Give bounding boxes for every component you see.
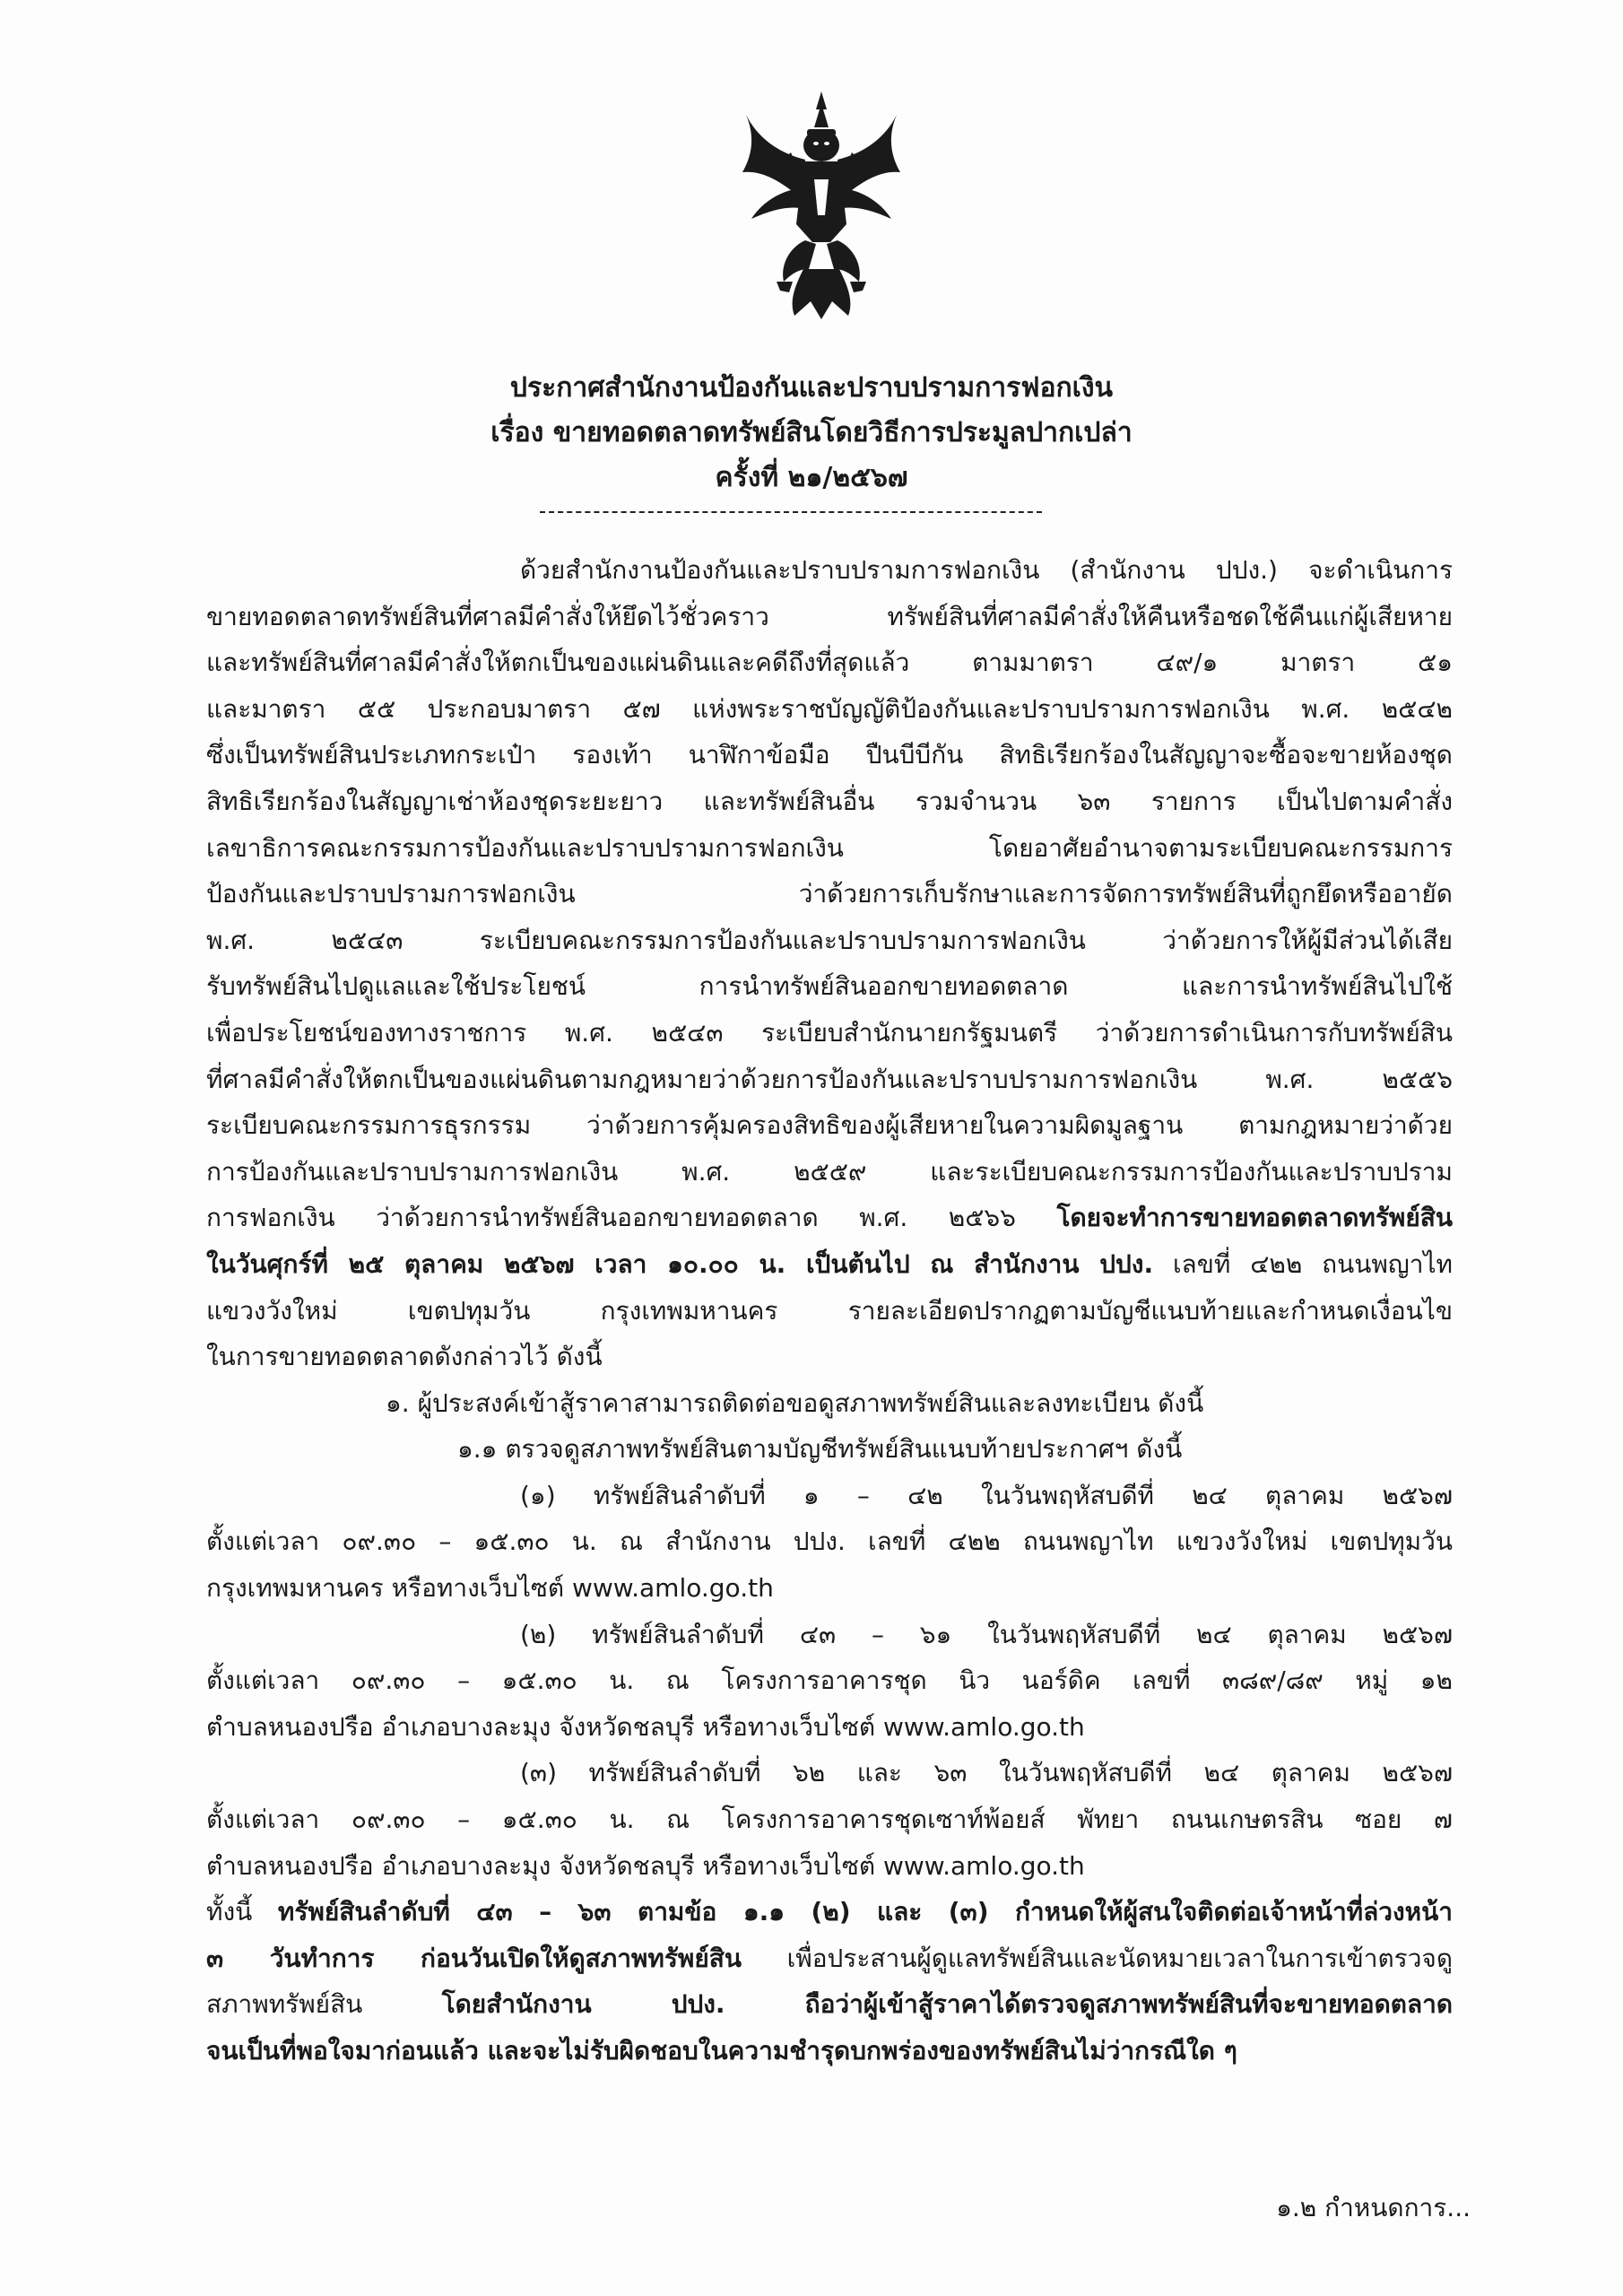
body-line: สิทธิเรียกร้องในสัญญาเช่าห้องชุดระยะยาว และทรัพย์สินอื่น รวมจำนวน ๖๓ รายการ เป็นไปตามคำสั่ง bbox=[206, 786, 1453, 816]
body-line: การป้องกันและปราบปรามการฟอกเงิน พ.ศ. ๒๕๕๙ และระเบียบคณะกรรมการป้องกันและปราบปราม bbox=[206, 1156, 1453, 1187]
sub-item-3-line: ตั้งแต่เวลา ๐๙.๓๐ – ๑๕.๓๐ น. ณ โครงการอาคารชุดเซาท์พ้อยส์ พัทยา ถนนเกษตรสิน ซอย ๗ bbox=[206, 1805, 1453, 1835]
sub-item-2-line: ตำบลหนองปรือ อำเภอบางละมุง จังหวัดชลบุรี หรือทางเว็บไซต์ www.amlo.go.th bbox=[206, 1711, 1085, 1742]
body-line: และมาตรา ๕๕ ประกอบมาตรา ๕๗ แห่งพระราชบัญญัติป้องกันและปราบปรามการฟอกเงิน พ.ศ. ๒๕๔๒ bbox=[206, 693, 1453, 724]
sub-item-1: (๑) ทรัพย์สินลำดับที่ ๑ – ๔๒ ในวันพฤหัสบดีที่ ๒๔ ตุลาคม ๒๕๖๗ bbox=[520, 1480, 1453, 1510]
note-line bbox=[206, 1981, 1453, 2028]
item-1-heading: ๑. ผู้ประสงค์เข้าสู้ราคาสามารถติดต่อขอดูสภาพทรัพย์สินและลงทะเบียน ดังนี้ bbox=[386, 1387, 1204, 1418]
announcement-body bbox=[206, 547, 1453, 2074]
body-text-span: ทั้งนี้ bbox=[206, 1897, 278, 1927]
body-line: ขายทอดตลาดทรัพย์สินที่ศาลมีคำสั่งให้ยึดไว้ชั่วคราว ทรัพย์สินที่ศาลมีคำสั่งให้คืนหรือชดใช้คืนแก่ผู้เสียหาย bbox=[206, 601, 1453, 631]
body-text-span: การฟอกเงิน ว่าด้วยการนำทรัพย์สินออกขายทอดตลาด พ.ศ. ๒๕๖๖ bbox=[206, 1203, 1057, 1233]
sub-item-2-line: ตั้งแต่เวลา ๐๙.๓๐ – ๑๕.๓๐ น. ณ โครงการอาคารชุด นิว นอร์ดิค เลขที่ ๓๘๙/๘๙ หมู่ ๑๒ bbox=[206, 1665, 1453, 1696]
note-emphasis: โดยสำนักงาน ปปง. ถือว่าผู้เข้าสู้ราคาได้ตรวจดูสภาพทรัพย์สินที่จะขายทอดตลาด bbox=[441, 1989, 1453, 2020]
body-line: ซึ่งเป็นทรัพย์สินประเภทกระเป๋า รองเท้า นาฬิกาข้อมือ ปืนบีบีกัน สิทธิเรียกร้องในสัญญาจะซื้อจะขายห้องชุด bbox=[206, 740, 1453, 770]
auction-date-emphasis: ในวันศุกร์ที่ ๒๕ ตุลาคม ๒๕๖๗ เวลา ๑๐.๐๐ น. เป็นต้นไป ณ สำนักงาน ปปง. bbox=[206, 1248, 1154, 1279]
sub-item-1-line: กรุงเทพมหานคร หรือทางเว็บไซต์ www.amlo.go.th bbox=[206, 1573, 774, 1604]
sub-item-1-line: ตั้งแต่เวลา ๐๙.๓๐ – ๑๕.๓๐ น. ณ สำนักงาน ปปง. เลขที่ ๔๒๒ ถนนพญาไท แขวงวังใหม่ เขตปทุมวัน bbox=[206, 1526, 1453, 1557]
garuda-emblem-icon bbox=[741, 90, 902, 323]
sub-item-3-line: ตำบลหนองปรือ อำเภอบางละมุง จังหวัดชลบุรี หรือทางเว็บไซต์ www.amlo.go.th bbox=[206, 1850, 1085, 1881]
body-line bbox=[206, 1241, 1453, 1288]
body-text-span: เลขที่ ๔๒๒ ถนนพญาไท bbox=[1153, 1248, 1453, 1279]
body-line: และทรัพย์สินที่ศาลมีคำสั่งให้ตกเป็นของแผ่นดินและคดีถึงที่สุดแล้ว ตามมาตรา ๔๙/๑ มาตรา ๕๑ bbox=[206, 648, 1453, 678]
sub-item-2: (๒) ทรัพย์สินลำดับที่ ๔๓ – ๖๑ ในวันพฤหัสบดีที่ ๒๔ ตุลาคม ๒๕๖๗ bbox=[520, 1619, 1453, 1649]
note-emphasis: ทรัพย์สินลำดับที่ ๔๓ – ๖๓ ตามข้อ ๑.๑ (๒) และ (๓) กำหนดให้ผู้สนใจติดต่อเจ้าหน้าที่ล่วงหน้า bbox=[277, 1897, 1453, 1927]
note-line bbox=[206, 1889, 1453, 1935]
title-line-2: เรื่อง ขายทอดตลาดทรัพย์สินโดยวิธีการประมูลปากเปล่า bbox=[490, 417, 1133, 448]
body-line: เพื่อประโยชน์ของทางราชการ พ.ศ. ๒๕๔๓ ระเบียบสำนักนายกรัฐมนตรี ว่าด้วยการดำเนินการกับทรัพย์สิน bbox=[206, 1017, 1453, 1048]
item-1-1-heading: ๑.๑ ตรวจดูสภาพทรัพย์สินตามบัญชีทรัพย์สินแนบท้ายประกาศฯ ดังนี้ bbox=[457, 1434, 1183, 1465]
note-line bbox=[206, 1935, 1453, 1982]
note-line: จนเป็นที่พอใจมาก่อนแล้ว และจะไม่รับผิดชอบในความชำรุดบกพร่องของทรัพย์สินไม่ว่ากรณีใด ๆ bbox=[206, 2036, 1237, 2066]
sub-item-3: (๓) ทรัพย์สินลำดับที่ ๖๒ และ ๖๓ ในวันพฤหัสบดีที่ ๒๔ ตุลาคม ๒๕๖๗ bbox=[520, 1758, 1453, 1788]
note-emphasis: ๓ วันทำการ ก่อนวันเปิดให้ดูสภาพทรัพย์สิน bbox=[206, 1943, 742, 1973]
body-line: ในการขายทอดตลาดดังกล่าวไว้ ดังนี้ bbox=[206, 1342, 603, 1372]
body-line: รับทรัพย์สินไปดูแลและใช้ประโยชน์ การนำทรัพย์สินออกขายทอดตลาด และการนำทรัพย์สินไปใช้ bbox=[206, 971, 1453, 1002]
body-line bbox=[206, 1195, 1453, 1241]
body-line: ป้องกันและปราบปรามการฟอกเงิน ว่าด้วยการเก็บรักษาและการจัดการทรัพย์สินที่ถูกยึดหรืออายัด bbox=[206, 879, 1453, 909]
body-text-span: เพื่อประสานผู้ดูแลทรัพย์สินและนัดหมายเวลาในการเข้าตรวจดู bbox=[741, 1943, 1453, 1973]
title-divider bbox=[540, 511, 1042, 513]
body-line: ด้วยสำนักงานป้องกันและปราบปรามการฟอกเงิน (สำนักงาน ปปง.) จะดำเนินการ bbox=[520, 555, 1453, 585]
body-line: แขวงวังใหม่ เขตปทุมวัน กรุงเทพมหานคร รายละเอียดปรากฏตามบัญชีแนบท้ายและกำหนดเงื่อนไข bbox=[206, 1295, 1453, 1326]
title-line-1: ประกาศสำนักงานป้องกันและปราบปรามการฟอกเงิน bbox=[509, 372, 1114, 404]
body-line: เลขาธิการคณะกรรมการป้องกันและปราบปรามการฟอกเงิน โดยอาศัยอำนาจตามระเบียบคณะกรรมการ bbox=[206, 832, 1453, 863]
body-line: ที่ศาลมีคำสั่งให้ตกเป็นของแผ่นดินตามกฎหมายว่าด้วยการป้องกันและปราบปรามการฟอกเงิน พ.ศ. ๒๕๕๖ bbox=[206, 1064, 1453, 1094]
body-line: ระเบียบคณะกรรมการธุรกรรม ว่าด้วยการคุ้มครองสิทธิของผู้เสียหายในความผิดมูลฐาน ตามกฎหมายว่าด้วย bbox=[206, 1110, 1453, 1141]
page-continuation: ๑.๒ กำหนดการ... bbox=[1276, 2193, 1471, 2222]
title-line-3: ครั้งที่ ๒๑/๒๕๖๗ bbox=[715, 462, 908, 493]
body-line: พ.ศ. ๒๕๔๓ ระเบียบคณะกรรมการป้องกันและปราบปรามการฟอกเงิน ว่าด้วยการให้ผู้มีส่วนได้เสีย bbox=[206, 925, 1453, 955]
body-text-span: สภาพทรัพย์สิน bbox=[206, 1989, 442, 2020]
auction-date-emphasis: โดยจะทำการขายทอดตลาดทรัพย์สิน bbox=[1056, 1203, 1453, 1233]
announcement-title bbox=[0, 366, 1623, 500]
